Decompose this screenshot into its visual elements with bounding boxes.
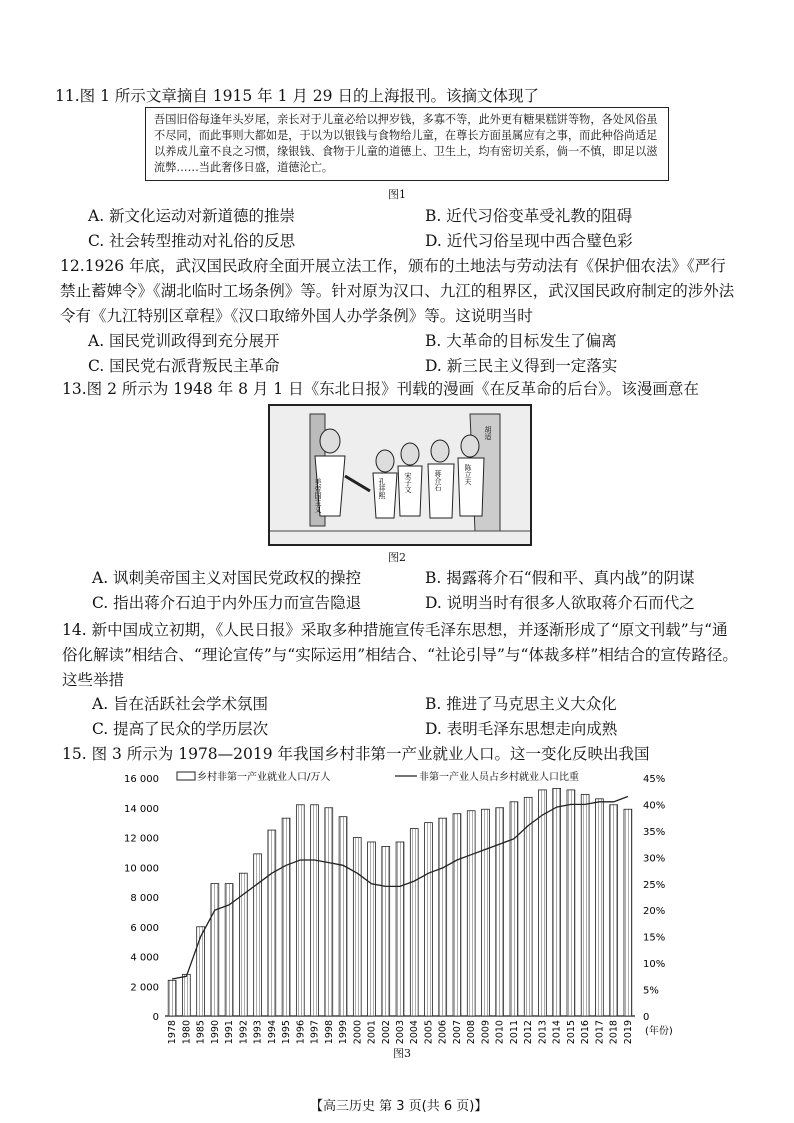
x-tick-label: 2000	[352, 1020, 364, 1045]
bar	[268, 830, 276, 1016]
y-right-tick-label: 5%	[643, 985, 659, 997]
bar	[510, 802, 518, 1016]
x-tick-label: 1985	[195, 1020, 207, 1045]
y-left-tick-label: 6 000	[130, 922, 159, 934]
bar	[197, 927, 205, 1016]
bar	[254, 854, 262, 1016]
bar	[610, 805, 618, 1016]
bar	[581, 794, 589, 1016]
bar	[211, 884, 219, 1016]
x-tick-label: 1978	[167, 1020, 179, 1045]
x-tick-label: 1999	[338, 1020, 350, 1045]
q12-stem: 12.1926 年底，武汉国民政府全面开展立法工作，颁布的土地法与劳动法有《保护佃农法》《严行禁止蓄婢令》《湖北临时工场条例》等。针对原为汉口、九江的租界区，武汉国民政府制定的涉外法令有《九江特别区章程》《汉口取缔外国人办学条例》等。这说明当时	[60, 257, 735, 325]
q15-chart	[115, 768, 675, 1058]
x-tick-label: 2011	[508, 1020, 520, 1045]
q13-option-a[interactable]: A. 讽刺美帝国主义对国民党政权的操控	[92, 569, 362, 587]
bar	[624, 809, 632, 1016]
bar	[553, 788, 561, 1016]
y-right-tick-label: 30%	[643, 853, 666, 865]
y-right-tick-label: 20%	[643, 906, 666, 918]
q11-option-a[interactable]: A. 新文化运动对新道德的推崇	[88, 207, 296, 225]
x-tick-label: 2001	[366, 1020, 378, 1045]
q11-stem: 11.图 1 所示文章摘自 1915 年 1 月 29 日的上海报刊。该摘文体现了	[55, 87, 539, 105]
bar	[496, 808, 504, 1016]
x-tick-label: 1992	[238, 1020, 250, 1045]
bar	[467, 811, 475, 1016]
y-left-tick-label: 2 000	[130, 982, 159, 994]
y-left-tick-label: 12 000	[124, 833, 159, 845]
x-tick-label: 1980	[181, 1020, 193, 1045]
q13-stem: 13.图 2 所示为 1948 年 8 月 1 日《东北日报》刊载的漫画《在反革命的后台》。该漫画意在	[62, 380, 699, 398]
x-tick-label: 1991	[224, 1020, 236, 1045]
x-tick-label: 1997	[309, 1020, 321, 1045]
bar	[339, 817, 347, 1016]
x-tick-label: 2005	[423, 1020, 435, 1045]
cartoon-label-hu: 胡适	[484, 426, 492, 440]
bar	[439, 818, 447, 1016]
q12-option-c[interactable]: C. 国民党右派背叛民主革命	[88, 357, 280, 375]
cartoon-label-chiang: 蒋介石	[434, 470, 442, 491]
y-left-tick-label: 8 000	[130, 893, 159, 904]
x-tick-label: 2008	[466, 1020, 478, 1045]
q14-option-a[interactable]: A. 旨在活跃社会学术氛围	[92, 695, 269, 713]
q13-option-d[interactable]: D. 说明当时有很多人欲取蒋介石而代之	[425, 594, 695, 612]
q12-option-d[interactable]: D. 新三民主义得到一定落实	[425, 357, 618, 375]
x-tick-label: 2003	[395, 1020, 406, 1045]
cartoon-label-kong: 孔祥熙	[378, 478, 386, 499]
legend-bar-label: 乡村非第一产业就业人口/万人	[197, 772, 331, 783]
q14-option-d[interactable]: D. 表明毛泽东思想走向成熟	[425, 720, 618, 738]
bar	[282, 818, 290, 1016]
x-tick-label: 2007	[451, 1020, 463, 1045]
q11-option-d[interactable]: D. 近代习俗呈现中西合璧色彩	[425, 232, 633, 250]
bar	[382, 846, 390, 1016]
q11-excerpt-box: 吾国旧俗每逢年头岁尾，亲长对于儿童必给以押岁钱，多寡不等，此外更有糖果糕饼等物，各处风俗虽不尽同，而此事则大都如是，于以为以银钱与食物给儿童，在尊长方面虽属应有之事，而此种俗尚适足以养成儿童不良之习惯，缘银钱、食物于儿童的道德上、卫生上，均有密切关系，倘一不慎，即足以滋流弊……当此奢侈日盛，道德沦亡。	[145, 107, 669, 181]
x-tick-label: 2009	[480, 1020, 492, 1045]
q14-option-c[interactable]: C. 提高了民众的学历层次	[92, 720, 269, 738]
y-right-tick-label: 10%	[643, 959, 666, 971]
bar	[539, 790, 547, 1016]
y-right-tick-label: 45%	[643, 774, 666, 785]
q14-option-b[interactable]: B. 推进了马克思主义大众化	[425, 695, 617, 713]
y-right-tick-label: 40%	[643, 800, 666, 812]
bar	[524, 797, 532, 1016]
x-tick-label: 2017	[594, 1020, 606, 1045]
bar	[396, 842, 404, 1016]
y-right-tick-label: 25%	[643, 879, 666, 891]
y-left-tick-label: 14 000	[124, 803, 159, 815]
bar	[567, 790, 575, 1016]
y-right-tick-label: 35%	[643, 826, 666, 838]
y-right-tick-label: 15%	[643, 932, 666, 944]
y-left-tick-label: 10 000	[124, 863, 159, 875]
x-tick-label: 2019	[622, 1020, 634, 1045]
bar	[311, 805, 319, 1016]
bar	[595, 799, 603, 1016]
y-left-tick-label: 4 000	[130, 952, 159, 964]
q13-option-c[interactable]: C. 指出蒋介石迫于内外压力而宣告隐退	[92, 594, 362, 612]
page-footer: 【高三历史 第 3 页(共 6 页)】	[310, 1099, 488, 1114]
q12-option-b[interactable]: B. 大革命的目标发生了偏离	[425, 332, 617, 350]
x-tick-label: 1993	[252, 1020, 264, 1045]
bar	[453, 814, 461, 1016]
cartoon-label-chen: 陈立夫	[464, 464, 472, 485]
q11-option-b[interactable]: B. 近代习俗变革受礼教的阻碍	[425, 207, 633, 225]
q13-figure-caption: 图2	[388, 551, 406, 564]
bar	[482, 809, 490, 1016]
q11-option-c[interactable]: C. 社会转型推动对礼俗的反思	[88, 232, 296, 250]
legend-bar-swatch	[177, 772, 195, 780]
q14-stem: 14. 新中国成立初期，《人民日报》采取多种措施宣传毛泽东思想，并逐渐形成了“原文刊载”与“通俗化解读”相结合、“理论宣传”与“实际运用”相结合、“社论引导”与“体裁多样”相结合的宣传路径。这些举措	[62, 621, 738, 689]
x-tick-label: 1994	[266, 1020, 278, 1045]
x-tick-label: 1998	[323, 1020, 335, 1045]
x-tick-label: 2006	[437, 1020, 449, 1045]
q11-figure-caption: 图1	[388, 188, 406, 201]
q13-option-b[interactable]: B. 揭露蒋介石“假和平、真内战”的阴谋	[425, 569, 695, 587]
bar	[368, 842, 376, 1016]
x-tick-label: 2015	[565, 1020, 577, 1045]
bar	[182, 974, 190, 1016]
bar	[353, 838, 361, 1017]
q15-stem: 15. 图 3 所示为 1978—2019 年我国乡村非第一产业就业人口。这一变化反映出我国	[62, 745, 650, 763]
x-tick-label: 2014	[551, 1020, 563, 1045]
bar	[410, 829, 418, 1016]
q12-option-a[interactable]: A. 国民党训政得到充分展开	[88, 332, 280, 350]
x-tick-label: 2010	[494, 1020, 506, 1045]
x-axis-unit: (年份)	[645, 1026, 673, 1037]
x-tick-label: 2012	[523, 1020, 535, 1045]
x-tick-label: 1995	[281, 1020, 293, 1045]
q15-figure-caption: 图3	[393, 1047, 411, 1060]
x-tick-label: 1996	[295, 1020, 307, 1045]
x-tick-label: 2016	[580, 1020, 592, 1045]
x-tick-label: 2013	[537, 1020, 549, 1045]
bar	[168, 980, 176, 1016]
y-left-tick-label: 0	[152, 1012, 159, 1023]
bar	[296, 805, 304, 1016]
x-tick-label: 2018	[608, 1020, 620, 1045]
y-right-tick-label: 0	[643, 1012, 650, 1023]
chart-legend	[177, 770, 579, 783]
q13-cartoon	[268, 404, 532, 546]
cartoon-label-song: 宋子文	[404, 472, 412, 493]
legend-line-label: 非第一产业人员占乡村就业人口比重	[419, 772, 579, 783]
bar	[425, 823, 433, 1016]
bar	[325, 808, 333, 1016]
cartoon-label-us: 美帝国主义	[314, 478, 322, 513]
y-left-tick-label: 16 000	[124, 774, 159, 785]
x-tick-label: 2004	[409, 1020, 421, 1045]
x-tick-label: 2002	[380, 1020, 392, 1045]
x-tick-label: 1990	[209, 1020, 221, 1045]
